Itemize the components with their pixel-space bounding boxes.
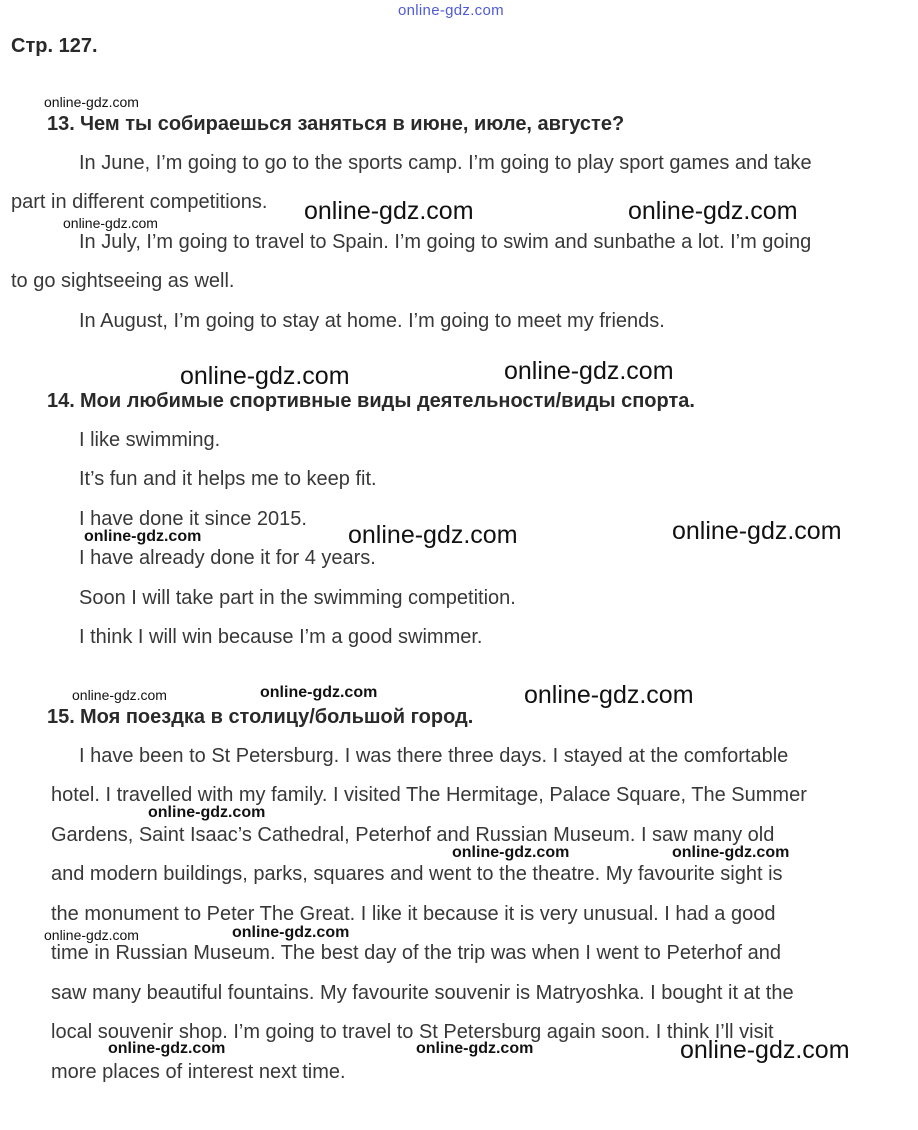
top-watermark: online-gdz.com <box>398 2 504 19</box>
text-line: It’s fun and it helps me to keep fit. <box>79 468 377 490</box>
text-line: I think I will win because I’m a good swimmer. <box>79 626 483 648</box>
exercise-13-heading <box>47 113 624 136</box>
exercise-15-heading <box>47 706 473 729</box>
watermark: online-gdz.com <box>452 844 570 861</box>
watermark: online-gdz.com <box>232 924 350 941</box>
exercise-number: 14. <box>47 390 75 412</box>
text-line: Soon I will take part in the swimming competition. <box>79 587 516 609</box>
watermark: online-gdz.com <box>148 804 266 821</box>
watermark: online-gdz.com <box>628 197 798 225</box>
watermark: online-gdz.com <box>44 927 139 943</box>
text-line: In June, I’m going to go to the sports camp. I’m going to play sport games and take <box>79 152 812 174</box>
exercise-number: 15. <box>47 706 75 728</box>
watermark: online-gdz.com <box>84 528 202 545</box>
text-line: In August, I’m going to stay at home. I’m going to meet my friends. <box>79 310 665 332</box>
text-line: saw many beautiful fountains. My favourite souvenir is Matryoshka. I bought it at the <box>51 982 794 1004</box>
text-line: In July, I’m going to travel to Spain. I’m going to swim and sunbathe a lot. I’m going <box>79 231 812 253</box>
text-line: the monument to Peter The Great. I like it because it is very unusual. I had a good <box>51 903 776 925</box>
exercise-title: Чем ты собираешься заняться в июне, июле, августе? <box>80 113 625 135</box>
watermark: online-gdz.com <box>108 1040 226 1057</box>
text-line: I like swimming. <box>79 429 221 451</box>
watermark: online-gdz.com <box>672 844 790 861</box>
exercise-title: Моя поездка в столицу/большой город. <box>80 706 474 728</box>
watermark: online-gdz.com <box>416 1040 534 1057</box>
text-line: hotel. I travelled with my family. I visited The Hermitage, Palace Square, The Summer <box>51 784 807 806</box>
exercise-number: 13. <box>47 113 75 135</box>
text-line: local souvenir shop. I’m going to travel to St Petersburg again soon. I think I’ll visit <box>51 1021 774 1043</box>
page-number: Стр. 127. <box>11 35 98 57</box>
watermark: online-gdz.com <box>72 687 167 703</box>
text-line: I have done it since 2015. <box>79 508 307 530</box>
exercise-title: Мои любимые спортивные виды деятельности/виды спорта. <box>80 390 695 412</box>
watermark: online-gdz.com <box>680 1036 850 1064</box>
text-line: I have been to St Petersburg. I was there three days. I stayed at the comfortable <box>79 745 789 767</box>
watermark: online-gdz.com <box>63 215 158 231</box>
text-line: time in Russian Museum. The best day of the trip was when I went to Peterhof and <box>51 942 782 964</box>
text-line: more places of interest next time. <box>51 1061 346 1083</box>
watermark: online-gdz.com <box>504 357 674 385</box>
text-line: and modern buildings, parks, squares and went to the theatre. My favourite sight is <box>51 863 783 885</box>
watermark: online-gdz.com <box>180 362 350 390</box>
exercise-14-heading <box>47 390 695 413</box>
watermark: online-gdz.com <box>260 684 378 701</box>
text-line: Gardens, Saint Isaac’s Cathedral, Peterhof and Russian Museum. I saw many old <box>51 824 775 846</box>
watermark: online-gdz.com <box>44 94 139 110</box>
watermark: online-gdz.com <box>524 681 694 709</box>
watermark: online-gdz.com <box>304 197 474 225</box>
watermark: online-gdz.com <box>348 521 518 549</box>
text-line: part in different competitions. <box>11 191 268 213</box>
text-line: I have already done it for 4 years. <box>79 547 376 569</box>
text-line: to go sightseeing as well. <box>11 270 235 292</box>
watermark: online-gdz.com <box>672 517 842 545</box>
